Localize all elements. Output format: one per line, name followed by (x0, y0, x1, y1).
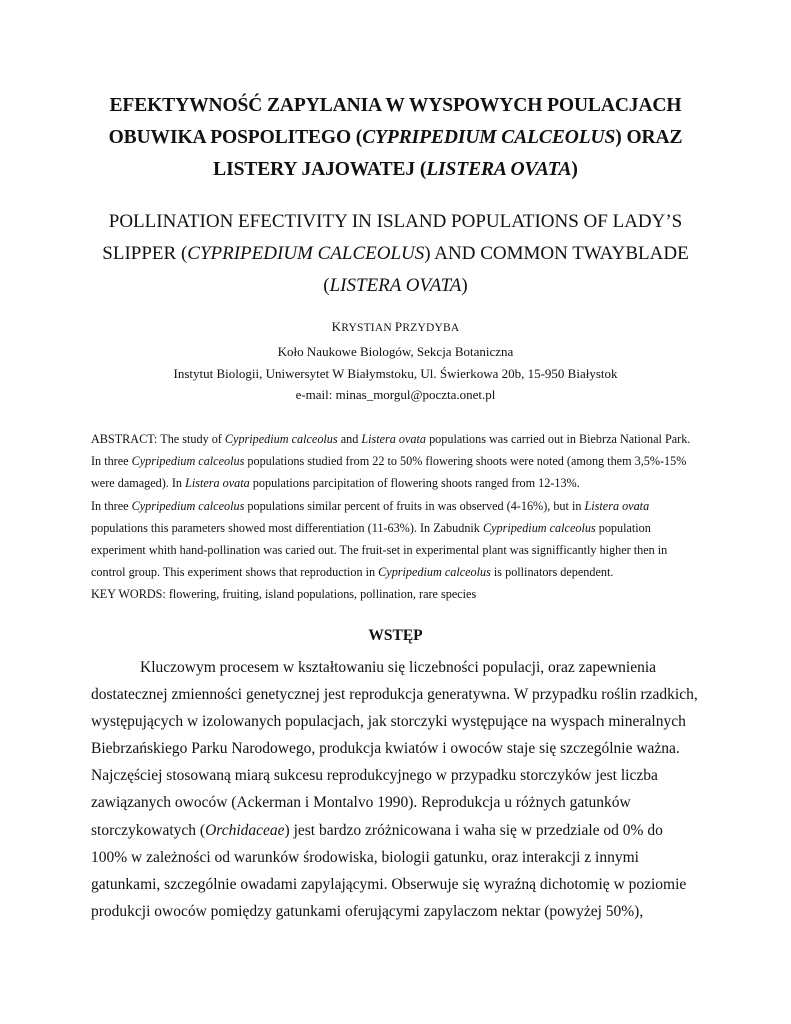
species-name: CYPRIPEDIUM CALCEOLUS (187, 243, 425, 264)
species-name: LISTERA OVATA (426, 159, 572, 180)
body-line: 100% w zależności od warunków środowiska, biologii gatunku, oraz interakcji z innymi (91, 848, 639, 866)
species-name: CYPRIPEDIUM CALCEOLUS (362, 127, 616, 148)
author-email: e-mail: minas_morgul@poczta.onet.pl (295, 387, 496, 402)
body-line: Biebrzańskiego Parku Narodowego, produkcja kwiatów i owoców staje się szczególnie ważna. (91, 740, 680, 758)
abstract-paragraph-1: ABSTRACT: The study of Cypripedium calceolus and Listera ovata populations was carried out in Biebrza National Park. In three Cypripedium calceolus populations studied from 22 to 50% flowering shoots were noted (among them 3,5%-15% were damaged). In Listera ovata populations parcipitation of flowering shoots ranged from 12-13%. (91, 432, 691, 491)
affiliation (60, 341, 731, 406)
author-name: KRYSTIAN PRZYDYBA (331, 319, 460, 334)
body-line: Kluczowym procesem w kształtowaniu się liczebności populacji, oraz zapewnienia (140, 659, 657, 676)
body-line: dostatecznej zmienności genetycznej jest reprodukcja generatywna. W przypadku roślin rzadkich, (91, 686, 698, 704)
keywords: KEY WORDS: flowering, fruiting, island populations, pollination, rare species (91, 587, 477, 602)
body-line: gatunkami, szczególnie owadami zapylającymi. Obserwuje się wyraźną dichotomię w poziomie (91, 875, 687, 893)
abstract (91, 428, 703, 606)
title-polish-line-1: EFEKTYWNOŚĆ ZAPYLANIA W WYSPOWYCH POULACJACH (109, 95, 682, 116)
affiliation-institute: Instytut Biologii, Uniwersytet W Białymstoku, Ul. Świerkowa 20b, 15-950 Białystok (173, 365, 618, 381)
body-line: storczykowatych (Orchidaceae) jest bardzo zróżnicowana i waha się w przedziale od 0% do (91, 821, 663, 839)
title-english-line-2: SLIPPER (CYPRIPEDIUM CALCEOLUS) AND COMMON TWAYBLADE (102, 243, 689, 264)
body-line: Najczęściej stosowaną miarą sukcesu reprodukcyjnego w przypadku storczyków jest liczba (91, 767, 658, 785)
title-english-line-1: POLLINATION EFECTIVITY IN ISLAND POPULATIONS OF LADY’S (108, 211, 683, 232)
title-english (60, 206, 731, 302)
title-english-line-3: (LISTERA OVATA) (323, 275, 468, 296)
abstract-paragraph-2: In three Cypripedium calceolus populations similar percent of fruits in was observed (4-16%), but in Listera ovata populations this parameters showed most differentiation (11-63%). In Zabudnik Cypripedium calceolus population experiment whith hand-pollination was caried out. The fruit-set in experimental plant was signifficantly higher then in control group. This experiment shows that reproduction in Cypripedium calceolus is pollinators dependent. (91, 498, 668, 580)
body-line: występujących w izolowanych populacjach, jak storczyki występujące na wyspach mineralnych (91, 713, 686, 731)
title-polish-line-2: OBUWIKA POSPOLITEGO (CYPRIPEDIUM CALCEOLUS) ORAZ (108, 127, 683, 148)
title-polish-line-3: LISTERY JAJOWATEJ (LISTERA OVATA) (213, 159, 578, 180)
body-text (91, 654, 731, 925)
body-line: produkcji owoców pomiędzy gatunkami oferującymi zapylaczom nektar (powyżej 50%), (91, 902, 644, 920)
title-polish (60, 90, 731, 186)
section-heading: WSTĘP (368, 627, 423, 644)
affiliation-circle: Koło Naukowe Biologów, Sekcja Botaniczna (277, 344, 514, 359)
body-line: zawiązanych owoców (Ackerman i Montalvo 1990). Reprodukcja u różnych gatunków (91, 794, 631, 812)
species-name: LISTERA OVATA (329, 275, 462, 296)
